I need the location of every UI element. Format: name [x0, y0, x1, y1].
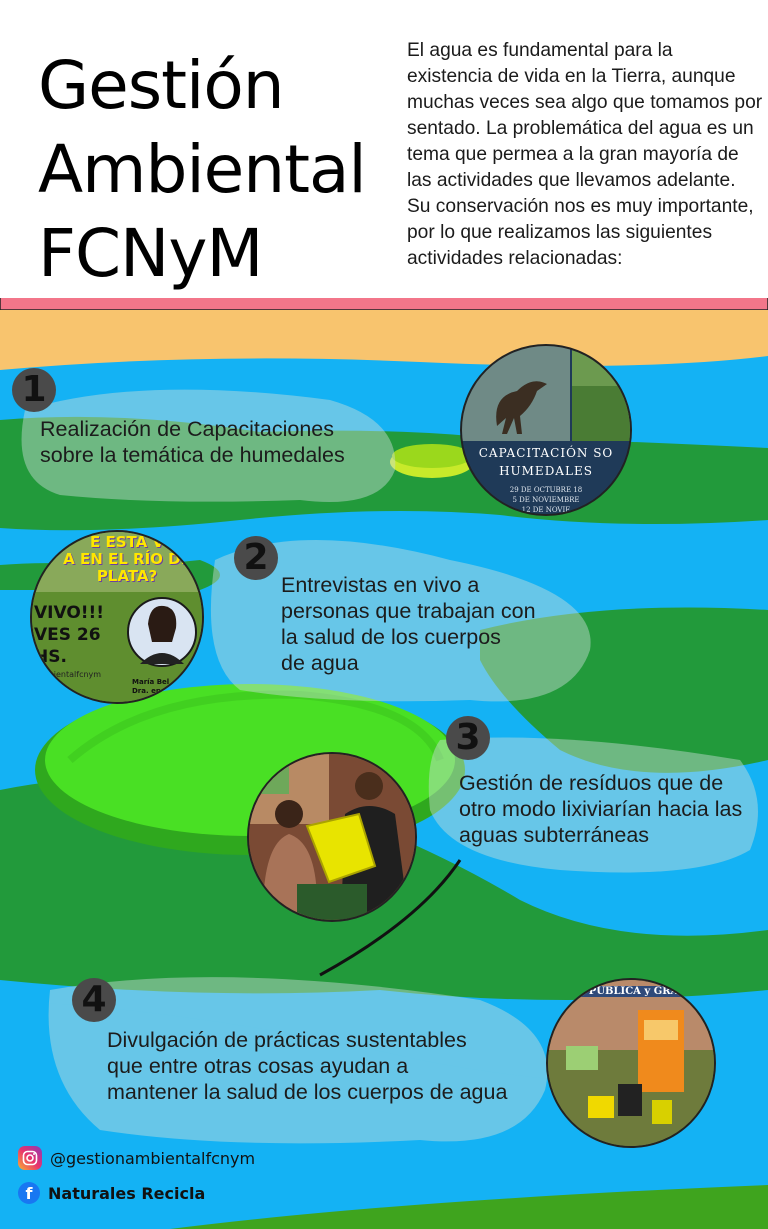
- photo-1-date-3: 12 DE NOVIE: [521, 506, 571, 514]
- step-1-text: [40, 416, 400, 468]
- fair-photo: [548, 980, 714, 1146]
- photo-2-headline-3: PLATA?: [96, 567, 158, 585]
- step-2-line-1: Entrevistas en vivo a: [281, 573, 480, 597]
- pink-band: [0, 296, 768, 310]
- facebook-page-name: Naturales Recicla: [48, 1183, 206, 1203]
- instagram-link[interactable]: [18, 1146, 255, 1170]
- step-2-line-4: de agua: [281, 651, 359, 675]
- photo-2-name: María Bel: [132, 678, 170, 686]
- step-1-line-2: sobre la temática de humedales: [40, 443, 345, 467]
- step-2-photo: [30, 530, 204, 704]
- title-line-1: Gestión: [38, 47, 284, 124]
- photo-1-banner-1: CAPACITACIÓN SO: [478, 446, 614, 460]
- step-2-text: [281, 572, 581, 676]
- step-3-line-1: Gestión de resíduos que de: [459, 771, 724, 795]
- step-3-number: 3: [446, 716, 490, 760]
- title-line-3: FCNyM: [38, 215, 263, 292]
- photo-2-handle: ambientalfcnym: [36, 670, 102, 679]
- instagram-handle: @gestionambientalfcnym: [50, 1148, 256, 1168]
- step-4-number: 4: [72, 978, 116, 1022]
- step-2-line-2: personas que trabajan con: [281, 599, 536, 623]
- photo-2-headline-1: E ESTÁ V: [89, 533, 165, 551]
- step-3-text: [459, 770, 764, 848]
- photo-1-date-1: 29 DE OCTUBRE 18: [509, 486, 583, 494]
- facebook-icon: f: [18, 1182, 40, 1204]
- step-2-number: 2: [234, 536, 278, 580]
- step-4-text: [107, 1027, 547, 1105]
- step-3-line-3: aguas subterráneas: [459, 823, 650, 847]
- step-3-photo: [247, 752, 417, 922]
- step-4-photo: [546, 978, 716, 1148]
- photo-1-banner-2: HUMEDALES: [499, 464, 593, 478]
- intro-paragraph: El agua es fundamental para la existencia de vida en la Tierra, aunque muchas veces sea algo que tomamos por sentado. La problemática del agua es un tema que permea a la gran mayoría de las actividades que llevamos adelante. Su conservación nos es muy importante, por lo que realizamos las siguientes actividades relacionadas:: [407, 40, 763, 269]
- photo-2-headline-2: A EN EL RÍO DE: [63, 550, 191, 568]
- step-4-line-1: Divulgación de prácticas sustentables: [107, 1028, 467, 1052]
- step-1-photo: [460, 344, 632, 516]
- step-4-line-3: mantener la salud de los cuerpos de agua: [107, 1080, 508, 1104]
- step-4-line-2: que entre otras cosas ayudan a: [107, 1054, 409, 1078]
- compost-photo: [249, 754, 415, 920]
- step-2-line-3: la salud de los cuerpos: [281, 625, 501, 649]
- photo-2-role: Dra. en Cie: [132, 687, 176, 695]
- step-1-number: 1: [12, 368, 56, 412]
- title-line-2: Ambiental: [38, 131, 366, 208]
- photo-2-live-1: VIVO!!!: [34, 603, 105, 623]
- photo-2-live-3: HS.: [34, 647, 67, 667]
- photo-1-date-2: 5 DE NOVIEMBRE: [512, 496, 580, 504]
- facebook-link[interactable]: [18, 1182, 205, 1204]
- instagram-icon: [18, 1146, 42, 1170]
- step-3-line-2: otro modo lixiviarían hacia las: [459, 797, 743, 821]
- step-1-line-1: Realización de Capacitaciones: [40, 417, 335, 441]
- page-title: [38, 44, 378, 296]
- photo-2-live-2: VES 26: [34, 625, 101, 645]
- photo-4-sign: PÚBLICA y GRAT: [562, 986, 712, 997]
